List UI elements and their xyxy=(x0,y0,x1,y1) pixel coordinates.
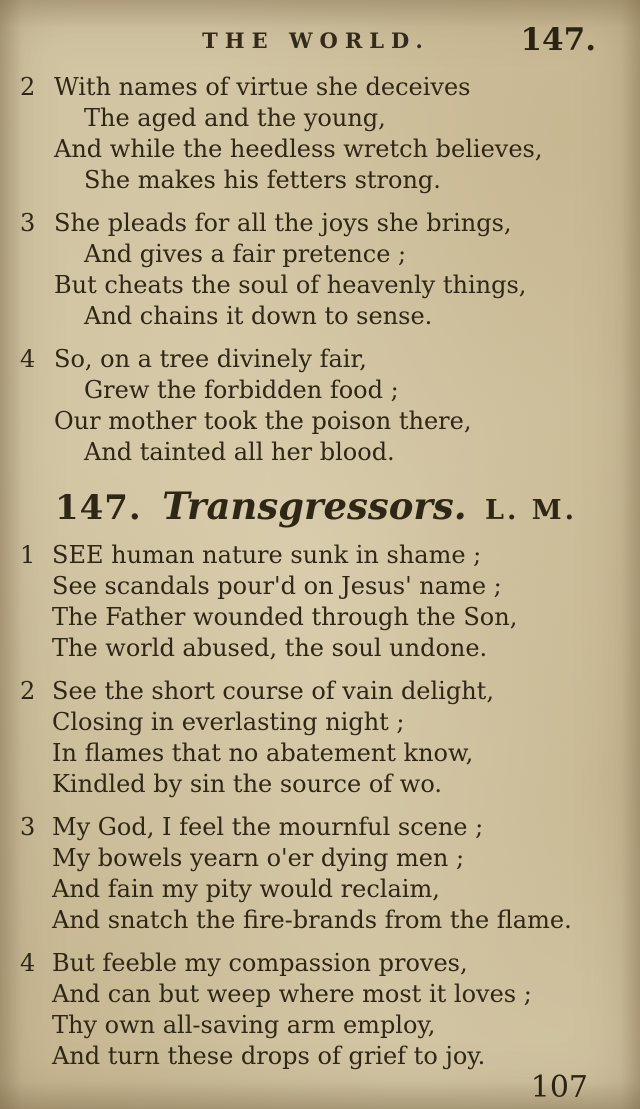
verse-line: The Father wounded through the Son, xyxy=(52,603,518,631)
verse-line: She pleads for all the joys she brings, xyxy=(54,209,512,237)
hymn-heading xyxy=(18,484,614,528)
page-footer xyxy=(531,1070,588,1105)
verse-line: Closing in everlasting night ; xyxy=(52,708,405,736)
verse-line: So, on a tree divinely fair, xyxy=(54,345,367,373)
verse-line: The world abused, the soul undone. xyxy=(52,634,488,662)
verse-number: 1 xyxy=(20,541,36,569)
verse-number: 4 xyxy=(20,345,36,373)
verse-line: With names of virtue she deceives xyxy=(54,73,471,101)
verse xyxy=(18,208,614,332)
hymn-meter: L. M. xyxy=(484,495,578,526)
verse-line: My God, I feel the mournful scene ; xyxy=(52,813,484,841)
verse-number: 3 xyxy=(20,813,36,841)
verse-line: Grew the forbidden food ; xyxy=(84,376,399,404)
running-title: THE WORLD. xyxy=(202,28,430,53)
verse-line: See the short course of vain delight, xyxy=(52,677,494,705)
verse-line: And tainted all her blood. xyxy=(84,438,395,466)
verse-line: SEE human nature sunk in shame ; xyxy=(52,541,482,569)
verse xyxy=(18,72,614,196)
verse xyxy=(18,676,614,800)
verse-line: Our mother took the poison there, xyxy=(54,407,472,435)
verse-line: My bowels yearn o'er dying men ; xyxy=(52,844,465,872)
verse-line: Kindled by sin the source of wo. xyxy=(52,770,442,798)
hymn-the-world-continued xyxy=(18,72,614,468)
verse xyxy=(18,344,614,468)
verse-number: 2 xyxy=(20,677,36,705)
verse-line: And chains it down to sense. xyxy=(84,302,433,330)
verse-line: And gives a fair pretence ; xyxy=(84,240,407,268)
verse-line: But cheats the soul of heavenly things, xyxy=(54,271,527,299)
verse-line: And while the heedless wretch believes, xyxy=(54,135,543,163)
verse-number: 2 xyxy=(20,73,36,101)
verse-line: And fain my pity would reclaim, xyxy=(52,875,440,903)
verse-line: And snatch the fire-brands from the flame. xyxy=(52,906,572,934)
verse-line: But feeble my compassion proves, xyxy=(52,949,468,977)
verse-number: 4 xyxy=(20,949,36,977)
verse-line: The aged and the young, xyxy=(84,104,386,132)
verse-line: She makes his fetters strong. xyxy=(84,166,441,194)
hymn-transgressors xyxy=(18,540,614,1072)
hymn-title: Transgressors. xyxy=(162,484,467,528)
hymn-number-top: 147. xyxy=(520,22,596,58)
verse xyxy=(18,540,614,664)
verse xyxy=(18,812,614,936)
verse-number: 3 xyxy=(20,209,36,237)
verse-line: And turn these drops of grief to joy. xyxy=(52,1042,486,1070)
page-number: 107 xyxy=(530,1070,588,1105)
verse-line: Thy own all-saving arm employ, xyxy=(52,1011,436,1039)
verse-line: See scandals pour'd on Jesus' name ; xyxy=(52,572,502,600)
verse-line: And can but weep where most it loves ; xyxy=(52,980,532,1008)
hymn-number: 147. xyxy=(54,488,142,528)
verse xyxy=(18,948,614,1072)
page-header xyxy=(18,22,614,66)
verse-line: In flames that no abatement know, xyxy=(52,739,474,767)
